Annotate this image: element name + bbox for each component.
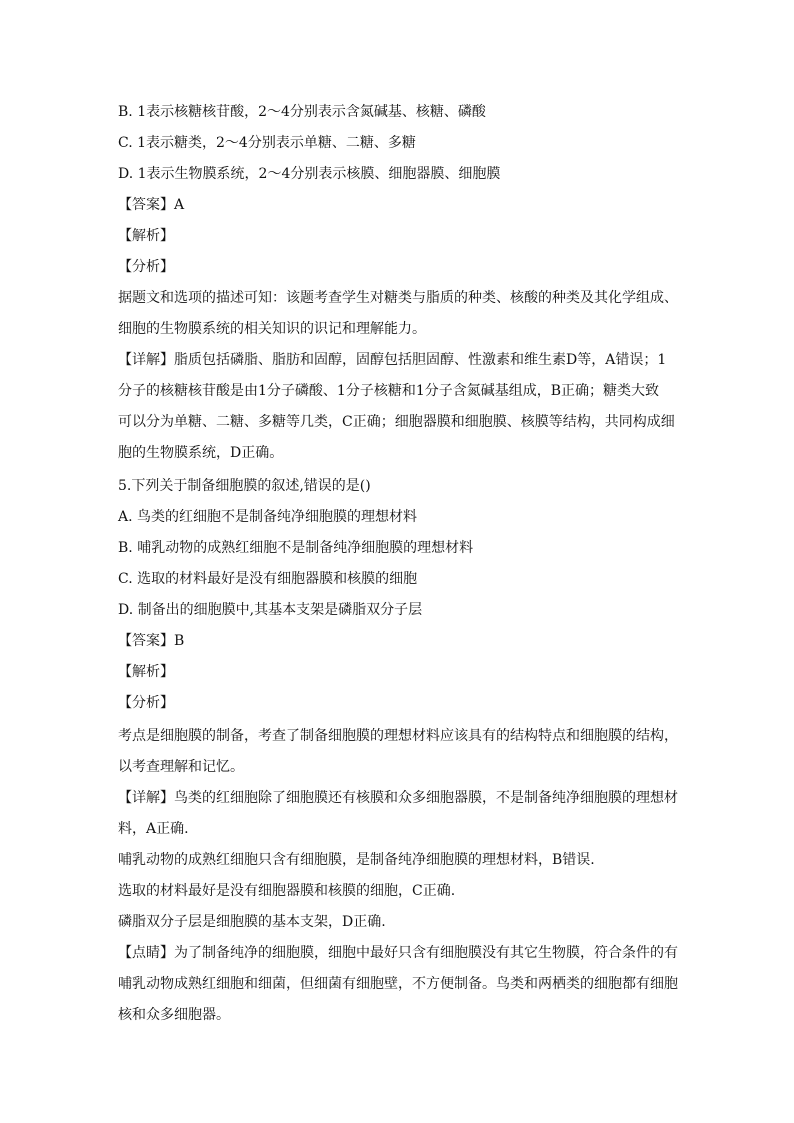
analysis-subheading: 【分析】 [118, 259, 174, 275]
detail-paragraph: 胞的生物膜系统，D正确。 [118, 445, 284, 461]
key-point-paragraph: 哺乳动物成熟红细胞和细菌，但细菌有细胞壁，不方便制备。鸟类和两栖类的细胞都有细胞 [118, 976, 678, 992]
option-d-prev: D. 1表示生物膜系统，2～4分别表示核膜、细胞器膜、细胞膜 [118, 166, 501, 182]
key-point-paragraph: 核和众多细胞器。 [118, 1007, 230, 1023]
detail-paragraph: 哺乳动物的成熟红细胞只含有细胞膜，是制备纯净细胞膜的理想材料，B错误. [118, 852, 595, 868]
detail-paragraph: 可以分为单糖、二糖、多糖等几类，C正确；细胞器膜和细胞膜、核膜等结构，共同构成细 [118, 414, 675, 430]
option-b-prev: B. 1表示核糖核苷酸，2～4分别表示含氮碱基、核糖、磷酸 [118, 104, 486, 120]
detail-paragraph: 料，A正确. [118, 821, 189, 837]
detail-paragraph: 磷脂双分子层是细胞膜的基本支架，D正确. [118, 914, 386, 930]
detail-paragraph: 【详解】鸟类的红细胞除了细胞膜还有核膜和众多细胞器膜，不是制备纯净细胞膜的理想材 [118, 790, 678, 806]
question-5-option-d: D. 制备出的细胞膜中,其基本支架是磷脂双分子层 [118, 602, 423, 618]
detail-paragraph: 【详解】脂质包括磷脂、脂肪和固醇，固醇包括胆固醇、性激素和维生素D等，A错误；1 [118, 352, 667, 368]
analysis-heading: 【解析】 [118, 664, 174, 680]
question-5-option-c: C. 选取的材料最好是没有细胞器膜和核膜的细胞 [118, 571, 418, 587]
answer-label: 【答案】B [118, 633, 185, 649]
question-5-option-b: B. 哺乳动物的成熟红细胞不是制备纯净细胞膜的理想材料 [118, 540, 474, 556]
detail-paragraph: 选取的材料最好是没有细胞器膜和核膜的细胞，C正确. [118, 883, 456, 899]
option-c-prev: C. 1表示糖类，2～4分别表示单糖、二糖、多糖 [118, 135, 416, 151]
analysis-subheading: 【分析】 [118, 695, 174, 711]
question-5-title: 5.下列关于制备细胞膜的叙述,错误的是() [118, 478, 371, 494]
analysis-heading: 【解析】 [118, 228, 174, 244]
analysis-paragraph: 考点是细胞膜的制备，考查了制备细胞膜的理想材料应该具有的结构特点和细胞膜的结构， [118, 728, 678, 744]
answer-label: 【答案】A [118, 197, 185, 213]
key-point-paragraph: 【点睛】为了制备纯净的细胞膜，细胞中最好只含有细胞膜没有其它生物膜，符合条件的有 [118, 945, 678, 961]
analysis-paragraph: 细胞的生物膜系统的相关知识的识记和理解能力。 [118, 321, 426, 337]
analysis-paragraph: 据题文和选项的描述可知：该题考查学生对糖类与脂质的种类、核酸的种类及其化学组成、 [118, 290, 678, 306]
detail-paragraph: 分子的核糖核苷酸是由1分子磷酸、1分子核糖和1分子含氮碱基组成，B正确；糖类大致 [118, 383, 660, 399]
question-5-option-a: A. 鸟类的红细胞不是制备纯净细胞膜的理想材料 [118, 509, 418, 525]
analysis-paragraph: 以考查理解和记忆。 [118, 759, 244, 775]
